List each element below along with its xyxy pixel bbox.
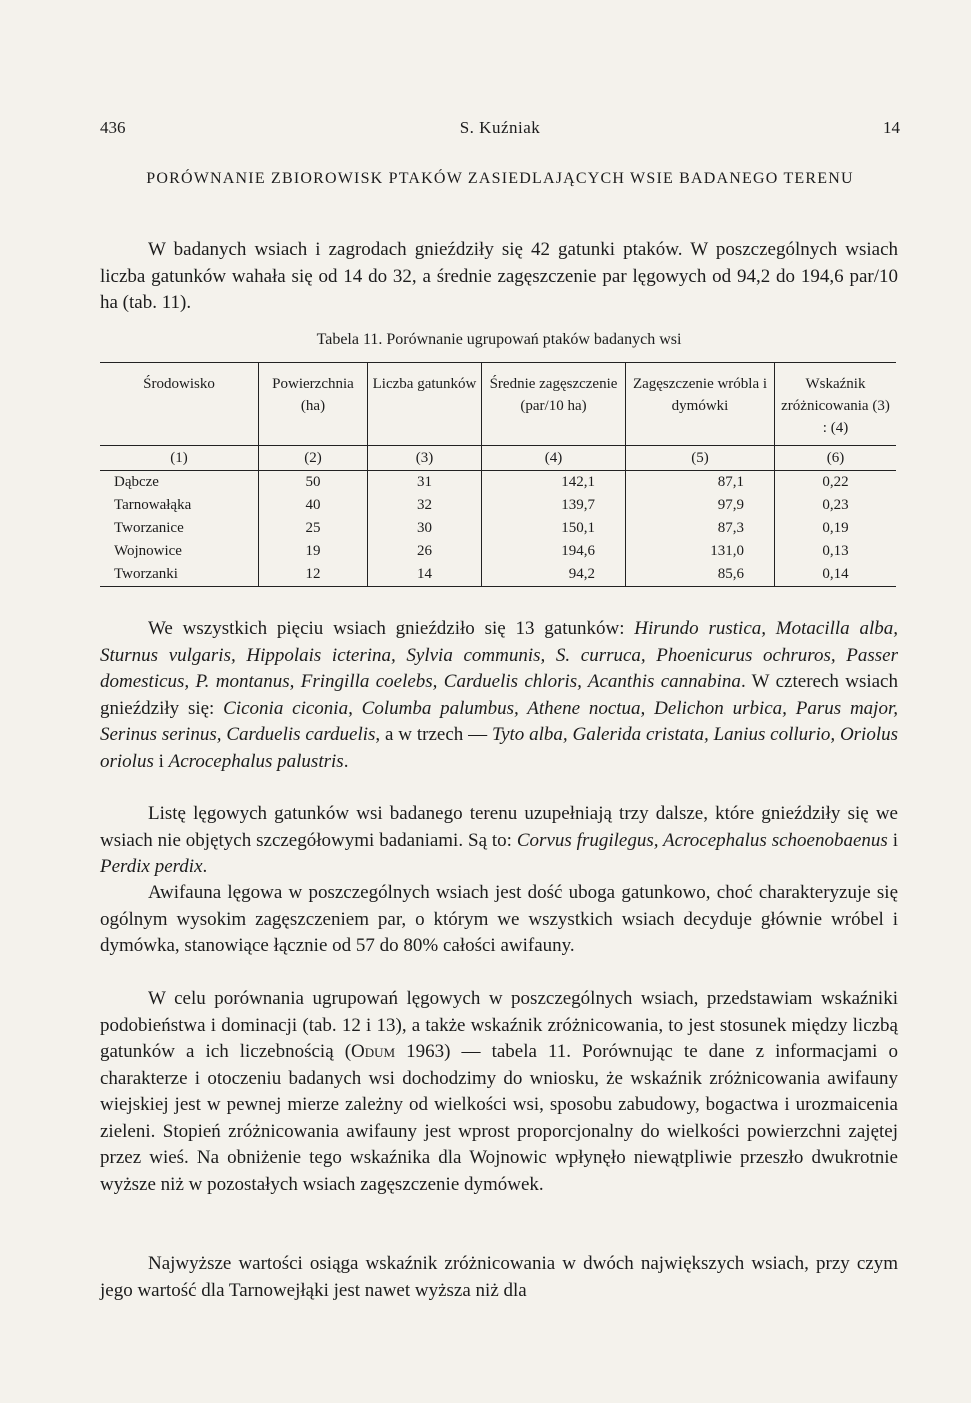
cell-area: 25 [259, 517, 368, 540]
section-title: PORÓWNANIE ZBIOROWISK PTAKÓW ZASIEDLAJĄCYCH WSIE BADANEGO TERENU [146, 170, 854, 187]
col-header-environment: Środowisko [100, 363, 259, 446]
section-number: 14 [883, 118, 900, 137]
col-number: (2) [259, 446, 368, 471]
col-number: (6) [775, 446, 897, 471]
cell-species: 26 [368, 540, 482, 563]
cell-sparrow-swallow: 87,3 [626, 517, 775, 540]
col-number: (5) [626, 446, 775, 471]
cell-village: Tworzanice [114, 520, 184, 536]
col-header-diversity-index: Wskaźnik zróżnicowania (3) : (4) [775, 363, 897, 446]
cell-species: 14 [368, 563, 482, 587]
species-list-paragraph: Listę lęgowych gatunków wsi badanego terenu uzupełniają trzy dalsze, które gnieździły się we wsiach nie objętych szczegółowymi badaniami. Są to: Corvus frugilegus, Acrocephalus schoenobaenus i Perdix perdix. [100, 803, 898, 877]
page-number: 436 [100, 118, 126, 137]
cell-area: 40 [259, 494, 368, 517]
cell-village: Tworzanki [100, 563, 259, 587]
avifauna-paragraph: Awifauna lęgowa w poszczególnych wsiach jest dość uboga gatunkowo, choć charakteryzuje się ogólnym wysokim zagęszczeniem par, o którym we wszystkich wsiach decyduje głównie wróbel i dymówka, stanowiące łącznie od 57 do 80% całości awifauny. [100, 882, 898, 956]
table-row [100, 471, 896, 495]
col-header-sparrow-swallow-density: Zagęszczenie wróbla i dymówki [626, 363, 775, 446]
cell-diversity: 0,23 [775, 494, 897, 517]
col-header-mean-density: Średnie zagęszczenie (par/10 ha) [482, 363, 626, 446]
intro-paragraph: W badanych wsiach i zagrodach gnieździły się 42 gatunki ptaków. W poszczególnych wsiach liczba gatunków wahała się od 14 do 32, a średnie zagęszczenie par lęgowych od 94,2 do 194,6 par/10 ha (tab. 11). [100, 239, 898, 313]
comparison-paragraph: W celu porównania ugrupowań lęgowych w poszczególnych wsiach, przedstawiam wskaźniki podobieństwa i dominacji (tab. 12 i 13), a także wskaźnik zróżnicowania, to jest stosunek między liczbą gatunków a ich liczebnością (Odum 1963) — tabela 11. Porównując te dane z informacjami o charakterze i otoczeniu badanych wsi dochodzimy do wniosku, że wskaźnik zróżnicowania awifauny wiejskiej jest w pewnej mierze zależny od wielkości wsi, sposobu zabudowy, bogactwa i urozmaicenia zieleni. Stopień zróżnicowania awifauny jest wprost proporcjonalny do wielkości powierzchni zajętej przez wieś. Na obniżenie tego wskaźnika dla Wojnowic wpłynęło niewątpliwie przeszło dwukrotnie wyższe niż w pozostałych wsiach zagęszczenie dymówek. [100, 988, 898, 1195]
cell-diversity: 0,14 [775, 563, 897, 587]
cell-density: 150,1 [482, 517, 626, 540]
col-header-species-count: Liczba gatunków [368, 363, 482, 446]
col-number: (4) [482, 446, 626, 471]
cell-density: 142,1 [482, 471, 626, 495]
col-header-area: Powierzchnia (ha) [259, 363, 368, 446]
cell-species: 32 [368, 494, 482, 517]
table-row [100, 494, 896, 517]
cell-sparrow-swallow: 87,1 [626, 471, 775, 495]
column-number-row [100, 446, 896, 471]
cell-species: 31 [368, 471, 482, 495]
col-number: (1) [100, 446, 259, 471]
comparison-table [100, 362, 896, 587]
cell-density: 139,7 [482, 494, 626, 517]
cell-village: Tarnowałąka [114, 497, 192, 513]
cell-density: 194,6 [482, 540, 626, 563]
final-paragraph: Najwyższe wartości osiąga wskaźnik zróżnicowania w dwóch największych wsiach, przy czym jego wartość dla Tarnowejłąki jest nawet wyższa niż dla [100, 1253, 898, 1301]
table-caption: Tabela 11. Porównanie ugrupowań ptaków badanych wsi [316, 331, 682, 348]
table-row [100, 563, 896, 587]
cell-diversity: 0,19 [775, 517, 897, 540]
cell-species: 30 [368, 517, 482, 540]
table-row [100, 540, 896, 563]
cell-area: 50 [259, 471, 368, 495]
table-header-row [100, 363, 896, 446]
species-paragraph: We wszystkich pięciu wsiach gnieździło się 13 gatunków: Hirundo rustica, Motacilla alba, Sturnus vulgaris, Hippolais icterina, Sylvia communis, S. curruca, Phoenicurus ochruros, Passer domesticus, P. montanus, Fringilla coelebs, Carduelis chloris, Acanthis cannabina. W czterech wsiach gnieździły się: Ciconia ciconia, Columba palumbus, Athene noctua, Delichon urbica, Parus major, Serinus serinus, Carduelis carduelis, a w trzech — Tyto alba, Galerida cristata, Lanius collurio, Oriolus oriolus i Acrocephalus palustris. [100, 618, 899, 772]
cell-diversity: 0,22 [775, 471, 897, 495]
cell-village: Dąbcze [114, 474, 159, 490]
cell-diversity: 0,13 [775, 540, 897, 563]
table-row [100, 517, 896, 540]
cell-area: 12 [259, 563, 368, 587]
cell-density: 94,2 [482, 563, 626, 587]
running-header [100, 118, 900, 142]
cell-area: 19 [259, 540, 368, 563]
col-number: (3) [368, 446, 482, 471]
running-author: S. Kuźniak [459, 118, 541, 137]
cell-sparrow-swallow: 131,0 [626, 540, 775, 563]
cell-sparrow-swallow: 85,6 [626, 563, 775, 587]
cell-sparrow-swallow: 97,9 [626, 494, 775, 517]
cell-village: Wojnowice [114, 543, 182, 559]
